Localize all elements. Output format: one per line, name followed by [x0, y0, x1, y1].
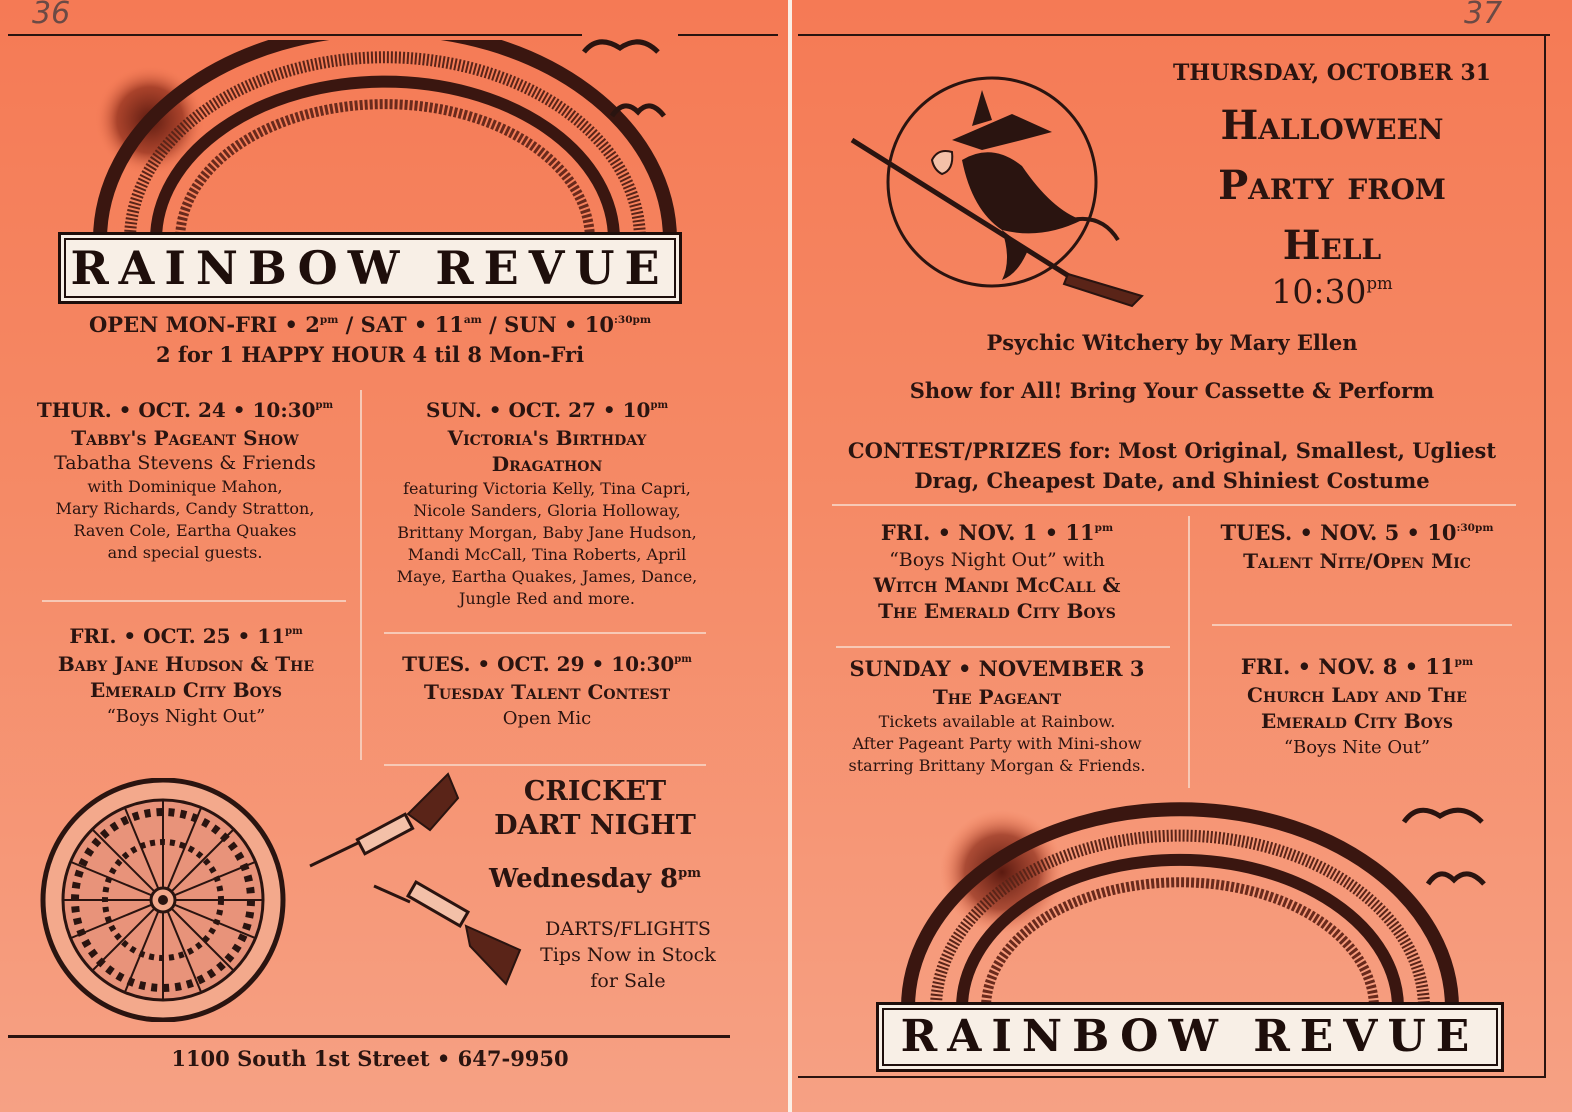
event-date: TUES. • NOV. 5 • 10 [1220, 520, 1457, 545]
top-rule [8, 34, 582, 36]
right-page [792, 0, 1572, 1112]
column-divider-right [1188, 516, 1190, 788]
dart-night-day-sup: pm [678, 866, 702, 881]
dart-icon [300, 768, 470, 878]
event-date: TUES. • OCT. 29 • 10:30 [402, 652, 675, 676]
event-oct-29 [370, 652, 724, 729]
event-title: Witch Mandi McCall & [873, 573, 1121, 597]
event-detail-line: Mandi McCall, Tina Roberts, April [407, 545, 687, 564]
venue-title-left: RAINBOW REVUE [58, 232, 682, 304]
event-detail-line: and special guests. [107, 543, 263, 562]
contest-line-1: CONTEST/PRIZES for: Most Original, Smallest, Ugliest [847, 438, 1497, 463]
dartboard-icon [38, 778, 288, 1022]
column-divider-left [360, 390, 362, 760]
opening-hours [40, 312, 700, 337]
event-title: Tuesday Talent Contest [423, 680, 671, 704]
event-date: FRI. • NOV. 8 • 11 [1240, 654, 1455, 679]
event-detail-line: Mary Richards, Candy Stratton, [55, 499, 315, 518]
event-date-sup: pm [1454, 656, 1474, 668]
divider [42, 600, 346, 602]
psychic-line: Psychic Witchery by Mary Ellen [986, 330, 1358, 355]
dart-night-line2: DART NIGHT [494, 810, 696, 841]
event-title: Baby Jane Hudson & The [57, 652, 315, 676]
event-title: Tabby's Pageant Show [71, 426, 299, 450]
dart-night-day-text: Wednesday 8 [488, 864, 679, 894]
event-detail-line: with Dominique Mahon, [87, 477, 283, 496]
event-date: FRI. • NOV. 1 • 11 [880, 520, 1095, 545]
event-nov-1 [822, 520, 1172, 623]
hours-weekday-sup: pm [319, 314, 339, 326]
headline-line: Party from [1218, 162, 1446, 209]
event-detail-line: Brittany Morgan, Baby Jane Hudson, [397, 523, 697, 542]
address: 1100 South 1st Street • 647-9950 [171, 1046, 569, 1071]
event-subtitle: “Boys Night Out” [106, 706, 266, 727]
event-date-sup: pm [1094, 522, 1114, 534]
darts-stock-line: for Sale [590, 970, 666, 992]
event-title: Dragathon [491, 452, 603, 476]
event-title: The Emerald City Boys [878, 599, 1116, 623]
event-detail-line: featuring Victoria Kelly, Tina Capri, [403, 479, 691, 498]
event-subtitle: “Boys Night Out” with [889, 549, 1105, 571]
event-date: SUNDAY • NOVEMBER 3 [849, 656, 1145, 681]
divider [832, 504, 1516, 506]
venue-title-right: RAINBOW REVUE [876, 1002, 1504, 1072]
darts-stock-line: Tips Now in Stock [540, 944, 716, 966]
halloween-time-sup: pm [1366, 274, 1393, 293]
halloween-date: THURSDAY, OCTOBER 31 [1173, 60, 1491, 86]
event-detail-line: starring Brittany Morgan & Friends. [848, 756, 1146, 775]
top-rule-right [678, 34, 778, 36]
event-date: THUR. • OCT. 24 • 10:30 [36, 398, 316, 422]
dart-icon [370, 880, 530, 990]
top-rule [798, 34, 1550, 36]
bottom-border [798, 1076, 1546, 1078]
contest-line-2: Drag, Cheapest Date, and Shiniest Costume [914, 468, 1430, 493]
halloween-time-text: 10:30 [1271, 272, 1367, 311]
witch-on-broom-icon [842, 70, 1152, 320]
event-detail-line: Raven Cole, Eartha Quakes [73, 521, 297, 540]
event-oct-27 [366, 398, 728, 610]
hours-saturday: / SAT • 11 [338, 312, 464, 337]
event-title: Church Lady and The [1247, 683, 1467, 707]
event-title: Talent Nite/Open Mic [1243, 549, 1471, 573]
halloween-headline [1122, 96, 1542, 276]
hours-sunday: / SUN • 10 [481, 312, 615, 337]
hours-sunday-sup: :30pm [614, 314, 651, 326]
event-date-sup: :30pm [1456, 522, 1494, 534]
bird-icon [1398, 796, 1498, 892]
event-detail-line: Nicole Sanders, Gloria Holloway, [413, 501, 681, 520]
page-number-right: 37 [1464, 0, 1503, 31]
event-oct-25 [14, 624, 358, 727]
event-detail-line: Tickets available at Rainbow. [878, 712, 1116, 731]
event-date-sup: pm [285, 626, 303, 637]
bird-icon [580, 30, 670, 130]
event-date-sup: pm [315, 400, 334, 411]
hours-saturday-sup: am [463, 314, 482, 326]
event-nov-3 [812, 656, 1182, 777]
divider [384, 632, 706, 634]
show-line: Show for All! Bring Your Cassette & Perform [909, 378, 1435, 403]
event-date-sup: pm [674, 654, 692, 665]
event-subtitle: Tabatha Stevens & Friends [54, 452, 316, 474]
halloween-time [1122, 272, 1542, 311]
event-nov-5 [1196, 520, 1518, 573]
event-subtitle: “Boys Nite Out” [1283, 737, 1431, 758]
event-title: The Pageant [932, 685, 1062, 709]
event-date-sup: pm [650, 400, 669, 411]
headline-line: Halloween [1220, 102, 1444, 149]
right-border [1544, 34, 1546, 1076]
headline-line: Hell [1282, 222, 1382, 269]
event-oct-24 [20, 398, 350, 564]
dart-night-day [470, 864, 720, 894]
event-title: Emerald City Boys [1261, 709, 1453, 733]
event-subtitle: Open Mic [502, 708, 592, 729]
event-title: Victoria's Birthday [447, 426, 647, 450]
event-date: FRI. • OCT. 25 • 11 [69, 624, 286, 648]
hours-weekday: OPEN MON-FRI • 2 [89, 312, 320, 337]
divider [384, 764, 706, 766]
page-number-left: 36 [32, 0, 71, 31]
footer-rule [8, 1035, 730, 1038]
divider [1212, 624, 1512, 626]
event-detail-line: Maye, Eartha Quakes, James, Dance, [396, 567, 698, 586]
event-detail-line: Jungle Red and more. [459, 589, 635, 608]
event-nov-8 [1196, 654, 1518, 758]
darts-stock [520, 916, 736, 994]
dart-night-line1: CRICKET [523, 776, 667, 807]
event-date: SUN. • OCT. 27 • 10 [425, 398, 651, 422]
event-title: Emerald City Boys [90, 678, 282, 702]
event-detail-line: After Pageant Party with Mini-show [852, 734, 1142, 753]
divider [836, 646, 1170, 648]
darts-stock-line: DARTS/FLIGHTS [545, 918, 711, 940]
rainbow-icon [892, 792, 1472, 1012]
happy-hour: 2 for 1 HAPPY HOUR 4 til 8 Mon-Fri [155, 342, 585, 367]
